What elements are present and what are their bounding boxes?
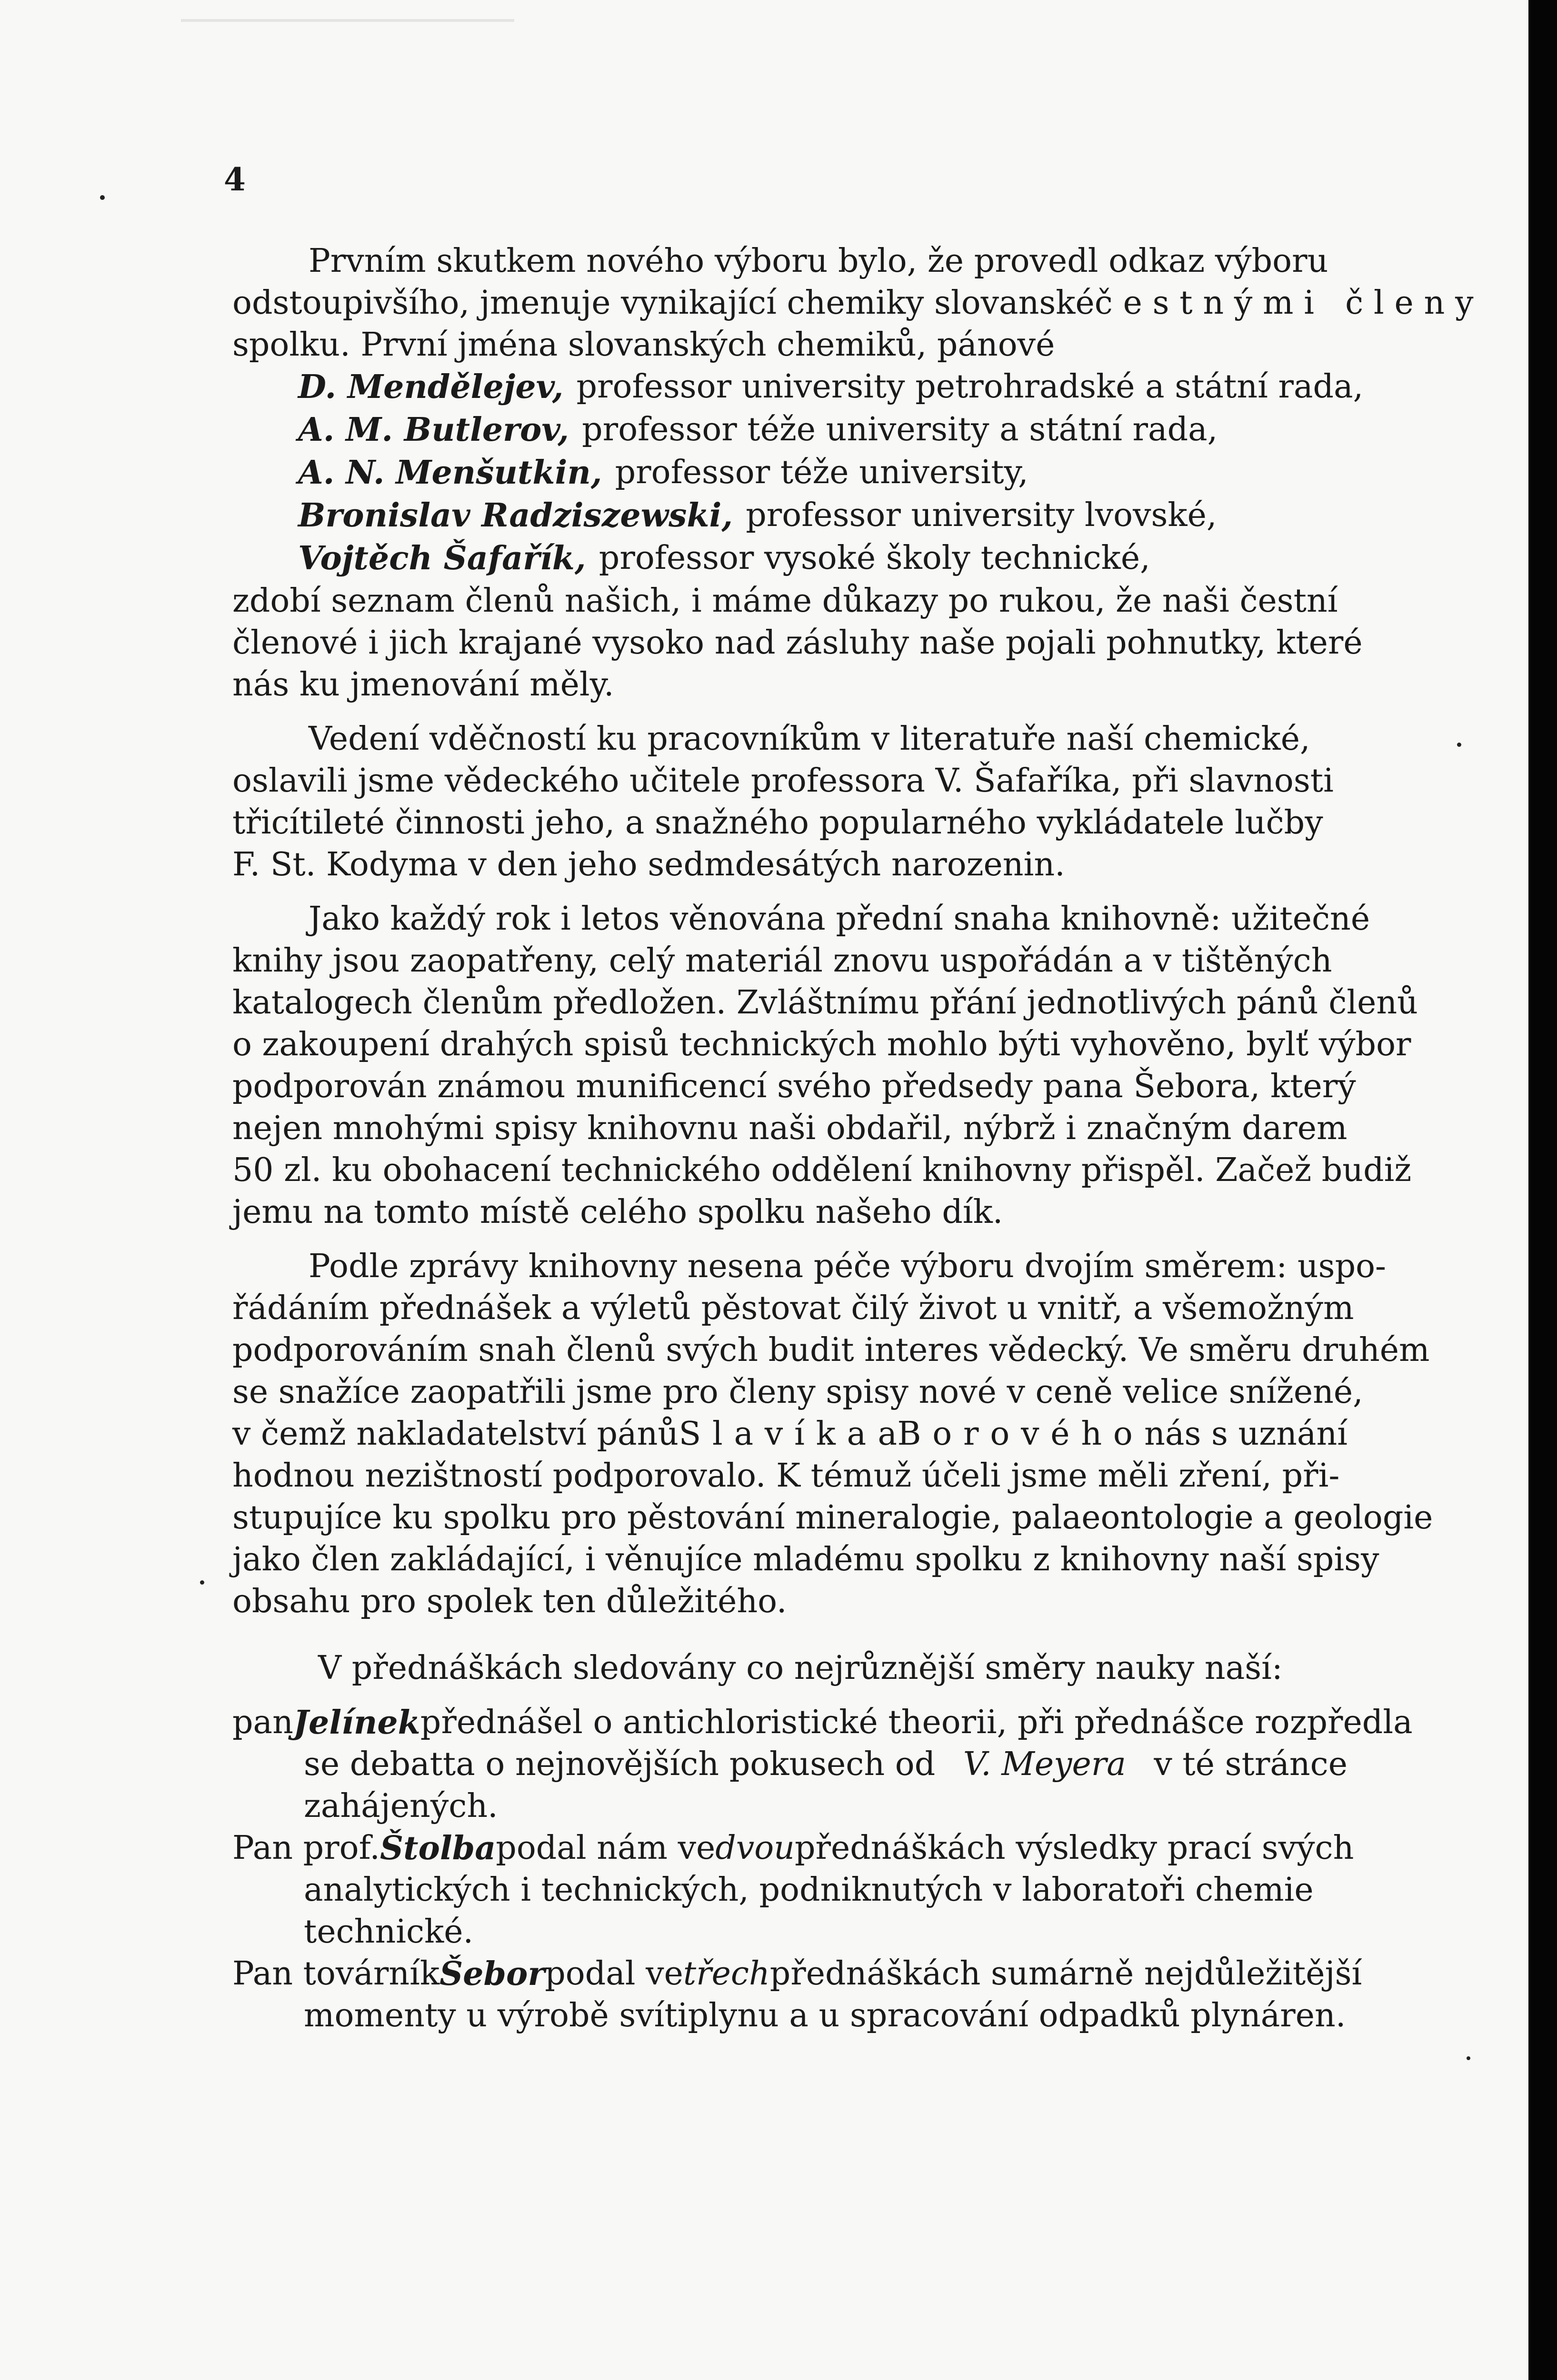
line-text: Podle zprávy knihovny nesena péče výboru dvojím směrem: uspo- [309,1248,1387,1285]
line-text: odstoupivšího, jmenuje vynikající chemiky slovanské [232,284,1095,322]
line-text: v čemž nakladatelství pánů [232,1415,679,1453]
text-line [232,1371,1363,1413]
line-text: knihy jsou zaopatřeny, celý materiál znovu uspořádán a v tištěných [232,942,1332,980]
text-line [232,898,1370,940]
page-text [232,240,1484,2037]
line-text: momenty u výrobě svítiplynu a u spracování odpadků plynáren. [304,1997,1346,2034]
line-text: podal nám ve [496,1829,716,1867]
member-entry [232,366,1364,409]
text-line [232,1108,1347,1150]
publisher-name: Borového [897,1415,1144,1453]
line-text: členové i jich krajané vysoko nad zásluhy naše pojali pohnutky, které [232,624,1363,662]
text-line [232,940,1347,982]
text-line [232,1581,1347,1623]
lecturer-name: Šebor [439,1955,545,1993]
page-number: 4 [224,161,246,198]
member-name: A. M. Butlerov, [298,411,569,449]
scan-speck [1467,2056,1470,2060]
text-line [232,580,1347,622]
line-text: v té stránce [1154,1745,1347,1783]
text-line [232,1246,1387,1288]
line-text: přednáškách výsledky prací svých [794,1829,1354,1867]
line-text: analytických i technických, podniknutých v laboratoři chemie [304,1871,1314,1909]
member-entry [232,409,1347,452]
emphasis-word: dvou [715,1829,795,1867]
text-line [232,240,1347,282]
line-text: obsahu pro spolek ten důležitého. [232,1583,787,1620]
line-text: V přednáškách sledovány co nejrůznější směry nauky naší: [318,1649,1283,1687]
publisher-name: Slavíka [679,1415,878,1453]
lecture-entry-line [232,1869,1347,1911]
line-text: nás ku jmenování měly. [232,666,614,704]
line-text: přednášel o antichloristické theorii, při přednášce rozpředla [420,1704,1413,1741]
line-text: 50 zl. ku obohacení technického oddělení knihovny přispěl. Začež budiž [232,1151,1412,1189]
member-name: Bronislav Radziszewski, [298,496,733,535]
text-line [232,718,1347,760]
lecture-entry-line [232,1911,1347,1953]
lecture-entry-line [232,1702,1413,1744]
lecture-entry-line [232,1953,1362,1995]
line-text: hodnou nezištností podporovalo. K témuž účeli jsme měli zření, při- [232,1457,1340,1495]
line-text: zahájených. [304,1787,498,1825]
text-line [232,1150,1412,1191]
text-line [232,1066,1356,1108]
line-text: Prvním skutkem nového výboru bylo, že provedl odkaz výboru [309,242,1328,280]
line-text: zdobí seznam členů našich, i máme důkazy po rukou, že naši čestní [232,582,1338,620]
emphasis-word: třech [683,1955,770,1993]
line-text: o zakoupení drahých spisů technických mohlo býti vyhověno, bylť výbor [232,1026,1411,1063]
text-line [232,844,1347,886]
text-line [232,324,1347,366]
text-line [232,1455,1347,1497]
text-line [232,1497,1433,1539]
line-text: Vedení vděčností ku pracovníkům v literatuře naší chemické, [309,720,1310,758]
text-line [232,982,1418,1024]
lecture-entry-line [232,1785,1347,1827]
text-line [232,760,1347,802]
line-text: a [878,1415,898,1453]
scan-speck [200,1580,204,1585]
text-line [232,1413,1347,1455]
member-description: professor téže university, [615,454,1028,491]
line-text: se debatta o nejnovějších pokusech od [304,1745,936,1783]
scan-artifact [181,0,514,22]
text-line [232,1191,1347,1233]
text-line [232,802,1347,844]
lecture-prefix: Pan prof. [232,1829,380,1867]
line-text: podporováním snah členů svých budit interes vědecký. Ve směru druhém [232,1331,1430,1369]
scan-speck [1457,743,1461,747]
lecture-entry-line [232,1827,1354,1869]
member-description: professor university lvovské, [746,496,1217,534]
line-text: katalogech členům předložen. Zvláštnímu přání jednotlivých pánů členů [232,984,1418,1021]
line-text: řádáním přednášek a výletů pěstovat čilý život u vnitř, a všemožným [232,1289,1354,1327]
member-name: A. N. Menšutkin, [298,454,602,492]
text-line [232,622,1363,664]
lecture-prefix: Pan továrník [232,1955,440,1993]
member-entry [232,452,1347,495]
scan-speck [100,195,105,200]
line-text: oslavili jsme vědeckého učitele professora V. Šafaříka, při slavnosti [232,762,1334,800]
text-line [232,282,1484,324]
text-line [232,1647,1347,1689]
line-text: technické. [304,1913,474,1951]
scan-border [1528,0,1557,2380]
line-text: spolku. První jména slovanských chemiků, pánové [232,326,1055,364]
line-text: jemu na tomto místě celého spolku našeho dík. [232,1193,1003,1231]
text-line [232,664,1347,706]
member-entry [232,537,1347,580]
member-entry [232,495,1347,537]
line-text: podporován známou munificencí svého předsedy pana Šebora, který [232,1068,1356,1105]
line-text: třicítileté činnosti jeho, a snažného popularného vykládatele lučby [232,804,1323,842]
cited-name: V. Meyera [963,1745,1126,1783]
member-name: D. Mendělejev, [298,368,564,406]
line-text: jako člen zakládající, i věnujíce mladému spolku z knihovny naší spisy [232,1541,1379,1578]
line-text: stupujíce ku spolku pro pěstování mineralogie, palaeontologie a geologie [232,1499,1433,1537]
line-text: nejen mnohými spisy knihovnu naši obdařil, nýbrž i značným darem [232,1110,1347,1147]
line-text: F. St. Kodyma v den jeho sedmdesátých narozenin. [232,846,1065,883]
member-name: Vojtěch Šafařík, [298,539,586,577]
line-text: nás s uznání [1144,1415,1347,1453]
text-line [232,1539,1379,1581]
line-text: Jako každý rok i letos věnována přední snaha knihovně: užitečné [309,900,1370,938]
text-line [232,1288,1354,1329]
lecture-prefix: pan [232,1704,293,1741]
line-text: se snažíce zaopatřili jsme pro členy spisy nové v ceně velice snížené, [232,1373,1363,1411]
text-line [232,1024,1411,1066]
member-description: professor university petrohradské a státní rada, [576,368,1364,406]
lecture-entry-line [232,1744,1347,1785]
honorary-members-phrase: čestnými členy [1094,284,1484,322]
line-text: podal ve [545,1955,683,1993]
line-text: přednáškách sumárně nejdůležitější [769,1955,1362,1993]
lecturer-name: Štolba [379,1829,496,1867]
lecture-entry-line [232,1995,1347,2037]
member-description: professor téže university a státní rada, [582,411,1218,448]
lecturer-name: Jelínek [293,1704,420,1742]
text-line [232,1329,1430,1371]
member-description: professor vysoké školy technické, [599,539,1150,577]
